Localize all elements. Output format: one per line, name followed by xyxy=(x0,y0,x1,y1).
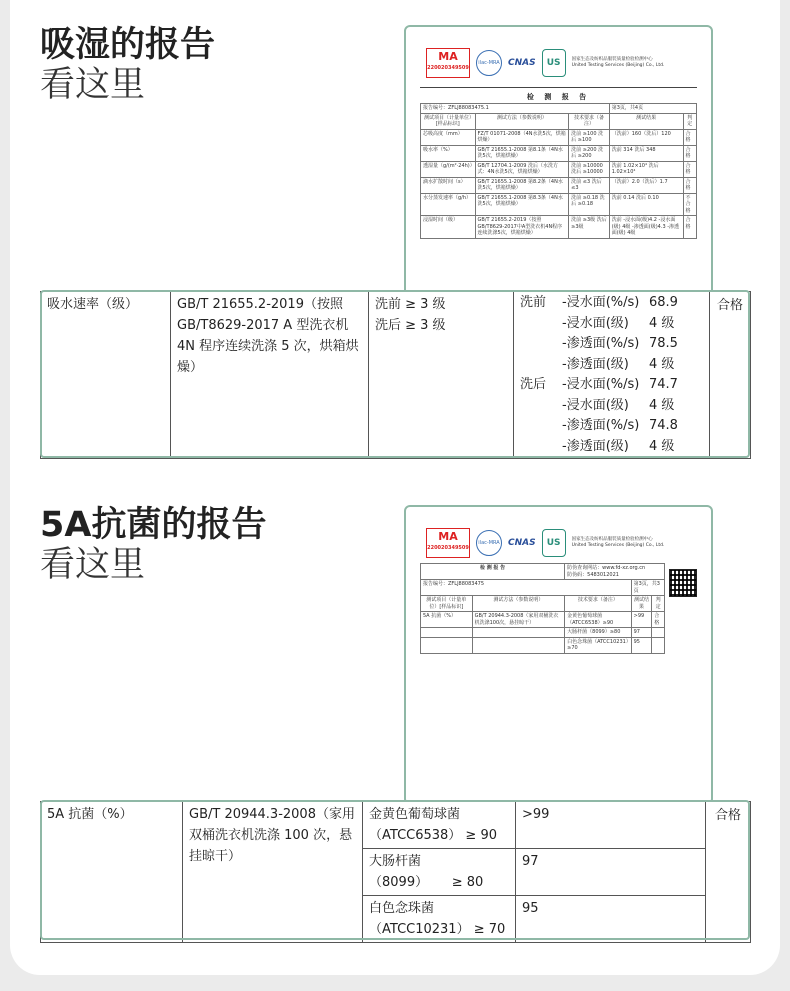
result-value: 78.5 xyxy=(649,336,678,351)
section1-result-table xyxy=(40,291,751,459)
result-label: -渗透面(级) xyxy=(562,438,629,454)
report-cell: GB/T 21655.1-2008 第8.1条（4N水洗5次，烘箱烘燥） xyxy=(475,145,569,161)
report-cell xyxy=(652,637,665,653)
report-cell: 滴水扩散时间（s） xyxy=(421,177,476,193)
section2-result-table xyxy=(40,801,751,943)
report-cell: （洗前）2.0（洗后）1.7 xyxy=(609,177,683,193)
table-row xyxy=(41,802,751,849)
before-wash-label: 洗前 xyxy=(520,295,547,310)
report-row xyxy=(421,161,697,177)
result-line xyxy=(562,334,703,355)
result-line xyxy=(562,314,703,335)
bacteria-result: 97 xyxy=(516,849,706,896)
test-method: GB/T 20944.3-2008（家用双桶洗衣机洗涤 100 次，悬挂晾干） xyxy=(183,802,363,943)
report-header-cell: 测试项目（计量单位）[样品标识] xyxy=(421,113,476,129)
section2-report-image xyxy=(404,505,713,805)
result-value: 74.7 xyxy=(649,377,678,392)
report-cell: FZ/T 01071-2008（4N水洗5次，烘箱烘燥） xyxy=(475,129,569,145)
report-cell: GB/T 21655.1-2008 第8.2条（4N水洗5次，烘箱烘燥） xyxy=(475,177,569,193)
report-row xyxy=(421,177,697,193)
report-cell: 洗前 0.14 洗后 0.10 xyxy=(609,193,683,216)
report-cell: 金黄色葡萄球菌（ATCC6538）≥90 xyxy=(565,612,631,628)
report-row xyxy=(421,145,697,161)
report-logos xyxy=(426,527,693,559)
result-label: -渗透面(%/s) xyxy=(562,418,640,433)
result-line xyxy=(562,396,703,417)
test-method: GB/T 21655.2-2019（按照 GB/T8629-2017 A 型洗衣机 4N 程序连续洗涤 5 次，烘箱烘燥） xyxy=(171,292,369,459)
report-header-cell: 测试方法（参数说明） xyxy=(472,596,565,612)
ma-logo-icon: MA 220020349509 xyxy=(426,48,470,78)
section1-heading xyxy=(40,25,215,105)
report-cell: 合格 xyxy=(683,177,696,193)
report-cell: 不合格 xyxy=(683,193,696,216)
report-cell: 洗前 ≤3 洗后 ≤3 xyxy=(569,177,610,193)
report-cell: 洗前 ≥3级 洗后 ≥3级 xyxy=(569,216,610,239)
bacteria-name: 金黄色葡萄球菌 xyxy=(369,807,461,822)
section1-subtitle: 看这里 xyxy=(40,65,146,105)
result-line xyxy=(562,437,703,458)
us-logo-icon: US xyxy=(542,49,566,77)
report-cell: 合格 xyxy=(652,612,665,628)
report-header-cell: 测试结果 xyxy=(609,113,683,129)
report-table: 检 测 报 告 防伪查询网站：www.fd-xz.org.cn 防伪码：5483012021 报告编号：ZFLJ88083475 第3页，共3页 测试项目（计量单位）[样品标识] 测试方法（参数说明） 技术要求（备注） 测试结果 判定 5A 抗菌（%） GB/T 20944.3-2008（家用双桶洗衣机洗涤100次，悬挂晾干） 金黄色葡萄球菌（ATCC6538）≥90 >99 合格 大肠杆菌（8099）≥80 97 白色念珠菌（ATCC10231）≥70 95 xyxy=(420,563,665,654)
result-label: -浸水面(%/s) xyxy=(562,377,640,392)
report-cell: 95 xyxy=(631,637,652,653)
test-item: 吸水速率（级） xyxy=(41,292,171,459)
report-table: 报告编号：ZFLJ88083475.1 第3页，共4页 测试项目（计量单位）[样品标识] 测试方法（参数说明） 技术要求（备注） 测试结果 判定 芯吸高度（mm） FZ/T 01071-2008（4N水洗5次，烘箱烘燥） 洗前 ≥100 洗后 ≥100 （洗前）160（洗后）120 合格 吸水率（%） GB/T 21655.1-2008 第8.1条（4N水洗5次，烘箱烘燥） 洗前 ≥200 洗后 ≥200 洗前 314 洗后 348 合格 透湿量（g/(m²·24h)） GB/T 12704.1-2009 洗后（水洗方式：4N水洗5次，烘箱烘燥） 洗前 ≥10000 洗后 ≥10000 洗前 1.02×10⁴ 洗后 1.02×10⁴ 合格 滴水扩散时间（s） GB/T 21655.1-2008 第8.2条（4N水洗5次，烘箱烘燥） 洗前 ≤3 洗后 ≤3 （洗前）2.0（洗后）1.7 合格 水分蒸发速率（g/h） GB/T 21655.1-2008 第8.3条（4N水洗5次，烘箱烘燥） 洗前 ≥0.18 洗后 ≥0.18 洗前 0.14 洗后 0.10 不合格 浸湿时间（级） GB/T 21655.2-2019（按照GB/T8629-2017中A型洗衣机4N程序连续洗涤5次，烘箱烘燥） 洗前 ≥3级 洗后 ≥3级 洗前 -浸水面(级)4.2 -浸水面(级) 4级 -渗透面(级)4.3 -渗透面(级) 4级 合格 xyxy=(420,103,697,239)
result-line xyxy=(562,416,703,437)
section2-subtitle: 看这里 xyxy=(40,545,146,585)
result-value: 68.9 xyxy=(649,295,678,310)
result-label: -渗透面(%/s) xyxy=(562,336,640,351)
us-logo-icon: US xyxy=(542,529,566,557)
report-cell: 97 xyxy=(631,628,652,638)
report-header-cell: 技术要求（备注） xyxy=(565,596,631,612)
qr-code-icon xyxy=(669,569,697,597)
report-cell: 透湿量（g/(m²·24h)） xyxy=(421,161,476,177)
result-line xyxy=(562,355,703,376)
report-row xyxy=(421,129,697,145)
test-item: 5A 抗菌（%） xyxy=(41,802,183,943)
report-row xyxy=(421,628,665,638)
report-logos xyxy=(426,47,693,79)
report-cell xyxy=(421,628,473,638)
section2-title: 5A抗菌的报告 xyxy=(40,505,267,545)
bacteria-requirement xyxy=(363,849,516,896)
report-header-cell: 测试结果 xyxy=(631,596,652,612)
result-line xyxy=(562,375,703,396)
bacteria-req: （8099） ≥ 80 xyxy=(369,875,484,890)
report-cell: 芯吸高度（mm） xyxy=(421,129,476,145)
result-line xyxy=(562,293,703,314)
report-header-cell: 测试项目（计量单位）[样品标识] xyxy=(421,596,473,612)
ilac-logo-icon: ilac-MRA xyxy=(476,50,502,76)
report-cell xyxy=(421,637,473,653)
bacteria-req: （ATCC6538） ≥ 90 xyxy=(369,828,498,843)
verdict: 合格 xyxy=(710,292,751,459)
result-label: -浸水面(级) xyxy=(562,397,629,413)
report-org: 国家生态及纺织品服装质量检验检测中心 United Testing Services (Beijing) Co., Ltd. xyxy=(571,57,665,68)
verdict: 合格 xyxy=(706,802,751,943)
report-cell: 洗前 ≥0.18 洗后 ≥0.18 xyxy=(569,193,610,216)
report-cell: 大肠杆菌（8099）≥80 xyxy=(565,628,631,638)
report-cell: 水分蒸发速率（g/h） xyxy=(421,193,476,216)
after-wash-label: 洗后 xyxy=(520,377,547,392)
bacteria-name: 大肠杆菌 xyxy=(369,854,422,869)
bacteria-result: >99 xyxy=(516,802,706,849)
result-value: 4 级 xyxy=(649,438,675,454)
report-row xyxy=(421,216,697,239)
result-label: -浸水面(%/s) xyxy=(562,295,640,310)
test-results xyxy=(514,292,710,459)
report-cell: GB/T 21655.1-2008 第8.3条（4N水洗5次，烘箱烘燥） xyxy=(475,193,569,216)
bacteria-name: 白色念珠菌 xyxy=(369,901,435,916)
ilac-logo-icon: ilac-MRA xyxy=(476,530,502,556)
report-cell: >99 xyxy=(631,612,652,628)
report-header-cell: 测试方法（参数说明） xyxy=(475,113,569,129)
report-row xyxy=(421,612,665,628)
report-header-cell: 技术要求（备注） xyxy=(569,113,610,129)
bacteria-requirement xyxy=(363,896,516,943)
bacteria-requirement xyxy=(363,802,516,849)
report-cell: 合格 xyxy=(683,216,696,239)
report-cell: GB/T 20944.3-2008（家用双桶洗衣机洗涤100次，悬挂晾干） xyxy=(472,612,565,628)
result-value: 74.8 xyxy=(649,418,678,433)
report-cell xyxy=(472,637,565,653)
result-label: -渗透面(级) xyxy=(562,356,629,372)
report-cell: 浸湿时间（级） xyxy=(421,216,476,239)
report-header-cell: 判定 xyxy=(652,596,665,612)
report-org: 国家生态及纺织品服装质量检验检测中心 United Testing Services (Beijing) Co., Ltd. xyxy=(571,537,665,548)
report-cell xyxy=(652,628,665,638)
report-cell: 吸水率（%） xyxy=(421,145,476,161)
cnas-logo-icon: CNAS xyxy=(508,58,536,68)
report-cell: GB/T 12704.1-2009 洗后（水洗方式：4N水洗5次，烘箱烘燥） xyxy=(475,161,569,177)
result-value: 4 级 xyxy=(649,315,675,331)
report-cell: 洗前 ≥100 洗后 ≥100 xyxy=(569,129,610,145)
cnas-logo-icon: CNAS xyxy=(508,538,536,548)
test-requirement: 洗前 ≥ 3 级 洗后 ≥ 3 级 xyxy=(369,292,514,459)
bacteria-req: （ATCC10231） ≥ 70 xyxy=(369,922,506,937)
section2-heading xyxy=(40,505,266,585)
report-cell: 洗前 -浸水面(级)4.2 -浸水面(级) 4级 -渗透面(级)4.3 -渗透面(级) 4级 xyxy=(609,216,683,239)
report-cell: 合格 xyxy=(683,145,696,161)
report-cell: 白色念珠菌（ATCC10231）≥70 xyxy=(565,637,631,653)
report-header-cell: 判定 xyxy=(683,113,696,129)
report-cell: （洗前）160（洗后）120 xyxy=(609,129,683,145)
section1-title: 吸湿的报告 xyxy=(40,25,216,65)
report-cell: 洗前 1.02×10⁴ 洗后 1.02×10⁴ xyxy=(609,161,683,177)
report-title: 检 测 报 告 xyxy=(420,87,697,102)
bacteria-result: 95 xyxy=(516,896,706,943)
report-cell: 合格 xyxy=(683,161,696,177)
section1-report-image xyxy=(404,25,713,299)
report-cell: GB/T 21655.2-2019（按照GB/T8629-2017中A型洗衣机4N程序连续洗涤5次，烘箱烘燥） xyxy=(475,216,569,239)
report-row xyxy=(421,637,665,653)
report-cell: 洗前 ≥200 洗后 ≥200 xyxy=(569,145,610,161)
report-cell: 合格 xyxy=(683,129,696,145)
report-cell: 5A 抗菌（%） xyxy=(421,612,473,628)
ma-logo-icon: MA 220020349509 xyxy=(426,528,470,558)
report-cell xyxy=(472,628,565,638)
result-value: 4 级 xyxy=(649,356,675,372)
report-row xyxy=(421,193,697,216)
report-cell: 洗前 314 洗后 348 xyxy=(609,145,683,161)
result-label: -浸水面(级) xyxy=(562,315,629,331)
result-value: 4 级 xyxy=(649,397,675,413)
report-cell: 洗前 ≥10000 洗后 ≥10000 xyxy=(569,161,610,177)
